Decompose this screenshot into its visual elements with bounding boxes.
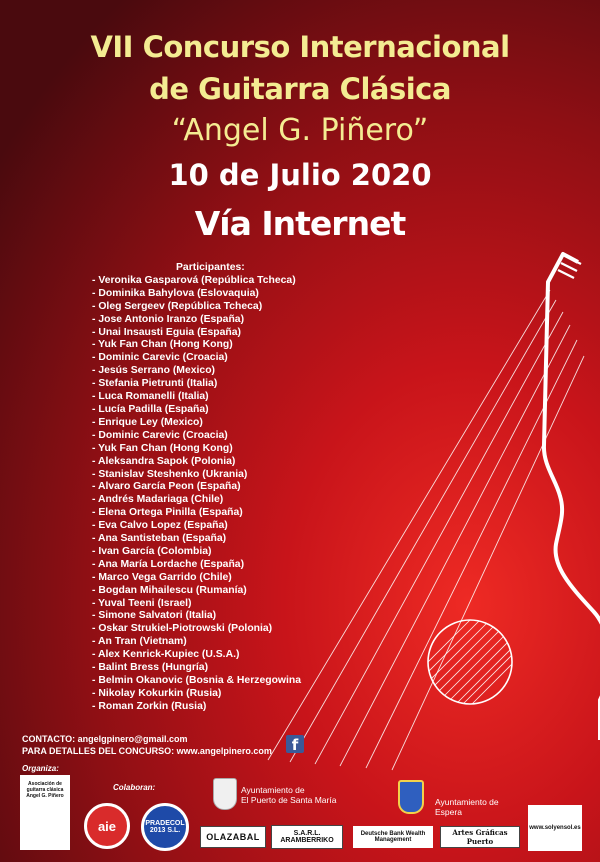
participant-item: - Lucía Padilla (España)	[92, 403, 209, 415]
contact-block	[22, 733, 272, 757]
participant-item: - Yuval Teeni (Israel)	[92, 597, 192, 609]
participant-item: - Alex Kenrick-Kupiec (U.S.A.)	[92, 649, 240, 661]
solyensol-logo-text: www.solyensol.es	[529, 825, 581, 831]
ayto-puerto-line2: El Puerto de Santa María	[241, 795, 337, 805]
asociacion-logo	[20, 775, 70, 850]
participant-item: - Ivan García (Colombia)	[92, 545, 212, 557]
participant-item: - Elena Ortega Pinilla (España)	[92, 507, 243, 519]
participant-item: - Dominika Bahylova (Eslovaquia)	[92, 287, 259, 299]
participants-list	[92, 262, 352, 714]
ayto-espera-logo	[435, 797, 499, 817]
participant-item: - Ana Santisteban (España)	[92, 533, 227, 545]
olazabal-logo-text: OLAZABAL	[206, 832, 260, 842]
artes-graficas-logo	[440, 826, 520, 848]
participant-item: - Yuk Fan Chan (Hong Kong)	[92, 442, 233, 454]
participant-item: - Balint Bress (Hungría)	[92, 662, 209, 674]
solyensol-logo	[528, 805, 582, 851]
participant-item: - Jose Antonio Iranzo (España)	[92, 313, 245, 325]
artes-logo-text: Artes Gráficas Puerto	[452, 828, 508, 846]
title-line-2: de Guitarra Clásica	[149, 72, 451, 106]
ayto-espera-line2: Espera	[435, 807, 462, 817]
participant-item: - Andrés Madariaga (Chile)	[92, 494, 224, 506]
participant-item: - Bogdan Mihailescu (Rumanía)	[92, 584, 247, 596]
deutsche-logo-text: Deutsche Bank Wealth Management	[360, 831, 426, 843]
sarl-aramberriko-logo	[271, 825, 343, 849]
espera-coat-of-arms-icon	[398, 780, 424, 814]
participant-item: - Oskar Strukiel-Piotrowski (Polonia)	[92, 623, 273, 635]
participant-item: - Yuk Fan Chan (Hong Kong)	[92, 339, 233, 351]
participant-item: - Belmin Okanovic (Bosnia & Herzegowina	[92, 675, 302, 686]
contact-email[interactable]: CONTACTO: angelgpinero@gmail.com	[22, 734, 188, 744]
sarl-logo-text: S.A.R.L. ARAMBERRIKO	[280, 830, 334, 844]
participant-item: - Nikolay Kokurkin (Rusia)	[92, 687, 222, 699]
organiza-label: Organiza:	[22, 764, 59, 773]
participant-item: - Jesús Serrano (Mexico)	[92, 365, 215, 377]
participant-item: - Aleksandra Sapok (Polonia)	[92, 455, 236, 467]
participant-item: - Dominic Carevic (Croacia)	[92, 429, 228, 441]
participant-item: - Unai Insausti Eguia (España)	[92, 326, 241, 338]
participant-item: - Stanislav Steshenko (Ukrania)	[92, 468, 248, 480]
participant-item: - Simone Salvatori (Italia)	[92, 610, 217, 622]
participant-item: - Ana María Lordache (España)	[92, 558, 245, 570]
participant-item: - Stefania Pietrunti (Italia)	[92, 378, 218, 390]
deutsche-bank-logo	[353, 826, 433, 848]
event-mode: Vía Internet	[194, 204, 406, 243]
ayto-puerto-logo	[241, 785, 336, 805]
participant-item: - Oleg Sergeev (República Tcheca)	[92, 300, 263, 312]
olazabal-logo	[200, 826, 266, 848]
aie-logo-text: aie	[97, 818, 117, 834]
participant-item: - Eva Calvo Lopez (España)	[92, 520, 228, 532]
asociacion-logo-text: Asociación de guitarra clásica Angel G. Piñero	[26, 781, 64, 799]
participant-item: - An Tran (Vietnam)	[92, 636, 187, 648]
pradecol-logo-text: PRADECOL 2013 S.L.	[145, 820, 185, 834]
puerto-coat-of-arms-icon	[213, 778, 237, 810]
participants-heading: Participantes:	[176, 262, 245, 273]
participant-item: - Dominic Carevic (Croacia)	[92, 352, 228, 364]
ayto-espera-line1: Ayuntamiento de	[435, 797, 499, 807]
colaboran-label: Colaboran:	[113, 783, 156, 792]
contest-details-link[interactable]: PARA DETALLES DEL CONCURSO: www.angelpinero.com	[22, 746, 272, 756]
event-date: 10 de Julio 2020	[168, 158, 432, 192]
participant-item: - Marco Vega Garrido (Chile)	[92, 571, 232, 583]
title-line-3: “Angel G. Piñero”	[171, 113, 429, 148]
participant-item: - Luca Romanelli (Italia)	[92, 391, 209, 403]
title-line-1: VII Concurso Internacional	[90, 30, 510, 64]
participant-item: - Enrique Ley (Mexico)	[92, 416, 203, 428]
participant-item: - Roman Zorkin (Rusia)	[92, 700, 207, 712]
pradecol-logo	[141, 803, 189, 851]
participant-item: - Veronika Gasparová (República Tcheca)	[92, 274, 296, 286]
participant-item: - Alvaro García Peon (España)	[92, 481, 241, 493]
ayto-puerto-line1: Ayuntamiento de	[241, 785, 305, 795]
aie-logo	[84, 803, 130, 849]
facebook-icon[interactable]: f	[286, 735, 304, 753]
